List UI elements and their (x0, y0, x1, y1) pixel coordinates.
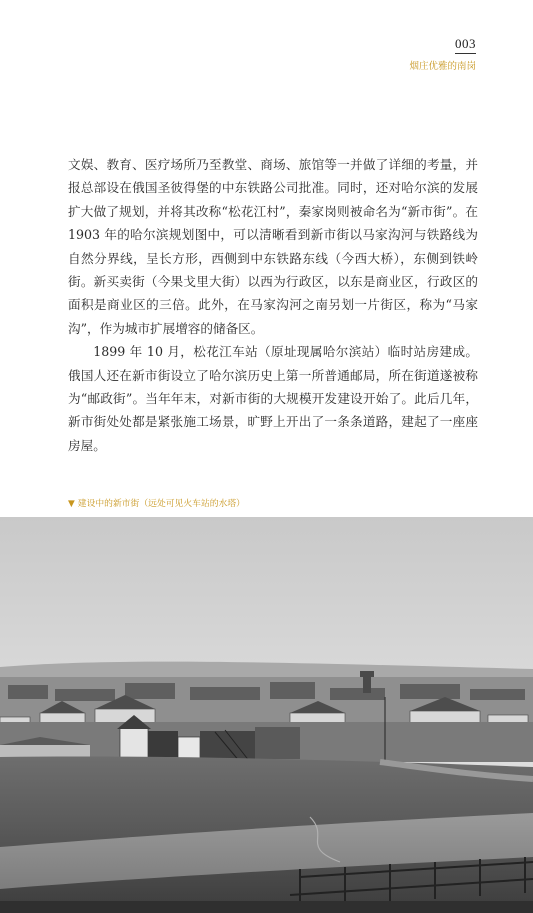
caption-text: 建设中的新市街（远处可见火车站的水塔） (77, 499, 245, 509)
running-title: 烟庄优雅的南岗 (409, 61, 476, 72)
photo-caption (68, 496, 245, 509)
triangle-down-icon: ▼ (68, 499, 75, 509)
page-number: 003 (455, 36, 476, 54)
paragraph-2: 1899 年 10 月，松花江车站（原址现属哈尔滨站）临时站房建成。俄国人还在新市街设立了哈尔滨历史上第一所普通邮局，所在街道遂被称为“邮政街”。当年年末，对新市街的大规模开发建设开始了。此后几年，新市街处处都是紧张施工场景，旷野上开出了一条条道路，建起了一座座房屋。 (68, 344, 478, 453)
historical-photo (0, 517, 533, 913)
paragraph-1: 文娱、教育、医疗场所乃至教堂、商场、旅馆等一并做了详细的考量，并报总部设在俄国圣彼得堡的中东铁路公司批准。同时，还对哈尔滨的发展扩大做了规划，并将其改称“松花江村”，秦家岗则被命名为“新市街”。在 1903 年的哈尔滨规划图中，可以清晰看到新市街以马家沟河与铁路线为自然分界线，呈长方形，西侧到中东铁路东线（今西大桥），东侧到铁岭街。新买卖街（今果戈里大街）以西为行政区，以东是商业区，行政区的面积是商业区的三倍。此外，在马家沟河之南另划一片街区，称为“马家沟”，作为城市扩展增容的储备区。 (68, 157, 478, 336)
body-text (68, 153, 478, 457)
